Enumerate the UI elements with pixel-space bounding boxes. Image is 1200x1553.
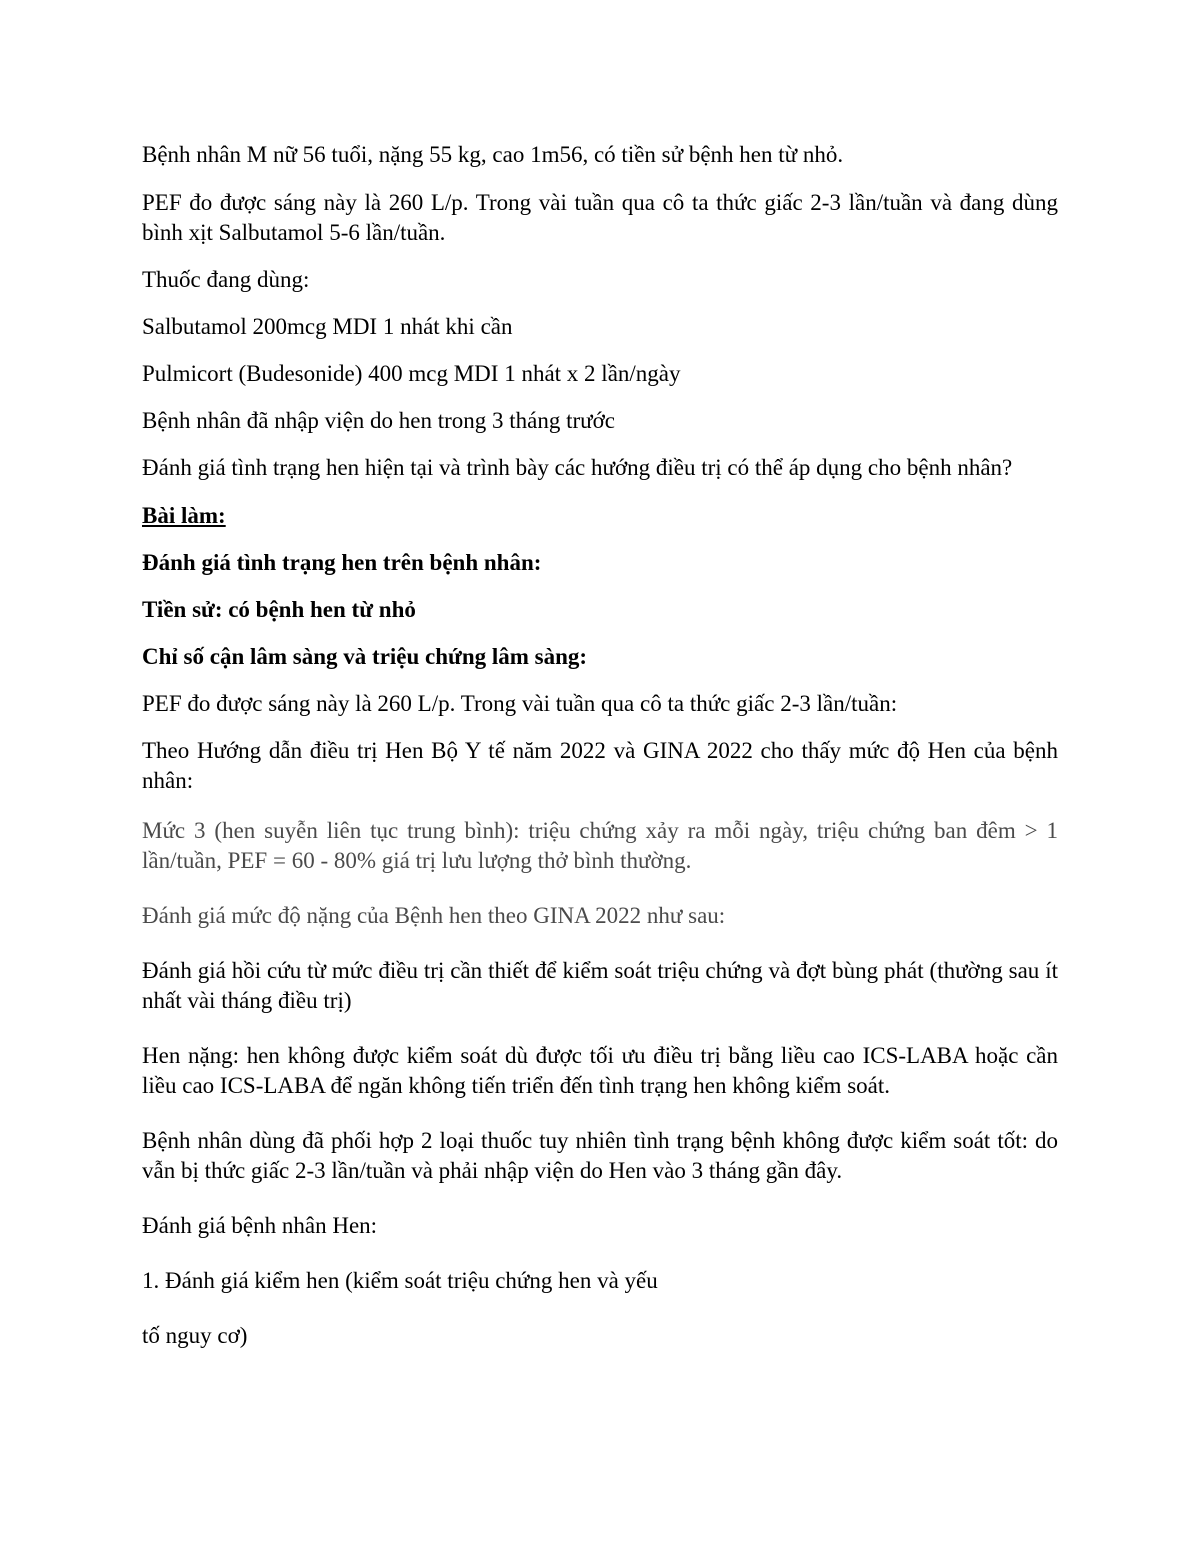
question: Đánh giá tình trạng hen hiện tại và trình bày các hướng điều trị có thể áp dụng cho bệnh nhân? [142, 455, 1013, 480]
severe-asthma-definition: Hen nặng: hen không được kiểm soát dù được tối ưu điều trị bằng liều cao ICS-LABA hoặc cần liều cao ICS-LABA để ngăn không tiến triển đến tình trạng hen không kiểm soát. [142, 1043, 1058, 1098]
patient-evaluation-heading: Đánh giá bệnh nhân Hen: [142, 1213, 378, 1238]
document-body [142, 140, 1058, 1351]
history-heading: Tiền sử: có bệnh hen từ nhỏ [142, 597, 416, 622]
retrospective-assessment: Đánh giá hồi cứu từ mức điều trị cần thiết để kiểm soát triệu chứng và đợt bùng phát (thường sau ít nhất vài tháng điều trị) [142, 958, 1058, 1013]
case-intro: Bệnh nhân M nữ 56 tuổi, nặng 55 kg, cao 1m56, có tiền sử bệnh hen từ nhỏ. [142, 142, 844, 167]
clinical-indicators-heading: Chỉ số cận lâm sàng và triệu chứng lâm sàng: [142, 644, 588, 669]
med-pulmicort: Pulmicort (Budesonide) 400 mcg MDI 1 nhát x 2 lần/ngày [142, 361, 681, 386]
pef-restated: PEF đo được sáng này là 260 L/p. Trong vài tuần qua cô ta thức giấc 2-3 lần/tuần: [142, 691, 898, 716]
current-meds-heading: Thuốc đang dùng: [142, 267, 310, 292]
evaluation-item-1-continued: tố nguy cơ) [142, 1323, 248, 1348]
answer-heading: Bài làm: [142, 503, 226, 528]
gina-severity-heading: Đánh giá mức độ nặng của Bệnh hen theo GINA 2022 như sau: [142, 903, 726, 928]
assessment-heading: Đánh giá tình trạng hen trên bệnh nhân: [142, 550, 542, 575]
med-salbutamol: Salbutamol 200mcg MDI 1 nhát khi cần [142, 314, 513, 339]
guideline-reference: Theo Hướng dẫn điều trị Hen Bộ Y tế năm 2022 và GINA 2022 cho thấy mức độ Hen của bệnh nhân: [142, 738, 1058, 793]
severity-level-3: Mức 3 (hen suyễn liên tục trung bình): triệu chứng xảy ra mỗi ngày, triệu chứng ban đêm > 1 lần/tuần, PEF = 60 - 80% giá trị lưu lượng thở bình thường. [142, 818, 1058, 873]
case-pef-symptoms: PEF đo được sáng này là 260 L/p. Trong vài tuần qua cô ta thức giấc 2-3 lần/tuần và đang dùng bình xịt Salbutamol 5-6 lần/tuần. [142, 190, 1058, 245]
evaluation-item-1: 1. Đánh giá kiểm hen (kiểm soát triệu chứng hen và yếu [142, 1268, 658, 1293]
patient-control-status: Bệnh nhân dùng đã phối hợp 2 loại thuốc tuy nhiên tình trạng bệnh không được kiểm soát tốt: do vẫn bị thức giấc 2-3 lần/tuần và phải nhập viện do Hen vào 3 tháng gần đây. [142, 1128, 1058, 1183]
hospitalization-note: Bệnh nhân đã nhập viện do hen trong 3 tháng trước [142, 408, 616, 433]
